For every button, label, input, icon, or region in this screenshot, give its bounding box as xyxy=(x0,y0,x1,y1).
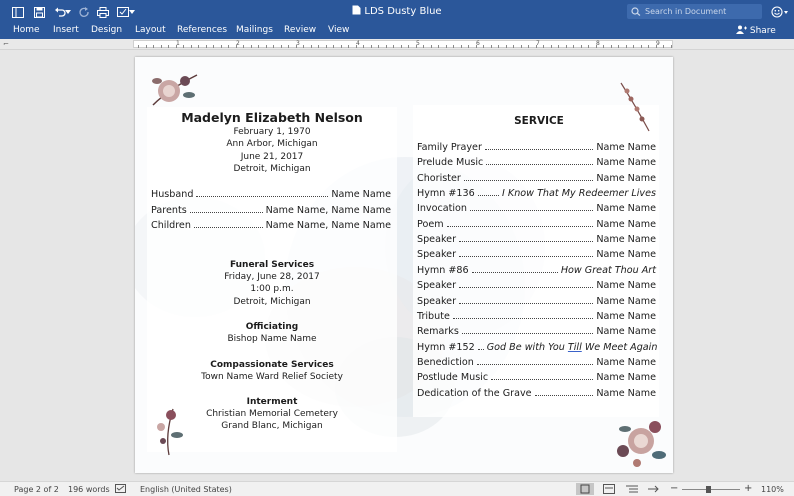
leader-dots xyxy=(459,303,593,304)
ruler-number: 8 xyxy=(596,40,600,47)
interment-city: Grand Blanc, Michigan xyxy=(221,421,323,431)
ruler-tick xyxy=(603,45,604,48)
service-row xyxy=(417,280,656,291)
leader-dots xyxy=(477,364,593,365)
outline-view-icon[interactable] xyxy=(626,484,638,496)
leader-dots xyxy=(190,212,263,213)
ruler-tick xyxy=(483,45,484,48)
ruler-tick xyxy=(228,45,229,48)
service-title: SERVICE xyxy=(514,115,564,127)
hymn-title: I Know That My Redeemer Lives xyxy=(502,188,656,200)
ruler-tick xyxy=(221,45,222,48)
birth-place: Ann Arbor, Michigan xyxy=(226,139,318,149)
ruler-tick xyxy=(641,45,642,48)
floral-corner-bottom-right-icon xyxy=(611,413,669,471)
leader-dots xyxy=(478,195,499,196)
print-icon[interactable] xyxy=(95,4,111,20)
ruler-tick xyxy=(476,45,477,48)
service-row xyxy=(417,388,656,399)
hymn-title-underlined-word: Till xyxy=(567,341,582,353)
service-row xyxy=(417,326,656,337)
service-value: Name Name xyxy=(596,310,656,322)
birth-date: February 1, 1970 xyxy=(233,127,311,137)
ruler-tick xyxy=(303,45,304,48)
death-place: Detroit, Michigan xyxy=(233,164,311,174)
death-date: June 21, 2017 xyxy=(240,152,304,162)
floral-corner-top-left-icon xyxy=(149,69,201,109)
ruler-tick xyxy=(596,45,597,48)
ruler-tick xyxy=(356,45,357,48)
family-row-husband xyxy=(151,189,391,200)
ruler-tick xyxy=(198,45,199,48)
ruler-tick xyxy=(416,45,417,48)
ruler-number: 4 xyxy=(356,40,360,47)
document-icon xyxy=(352,5,361,15)
ruler-tick xyxy=(318,45,319,48)
tab-design[interactable]: Design xyxy=(91,25,123,35)
interment-heading: Interment xyxy=(246,397,298,407)
ruler-tick xyxy=(551,45,552,48)
service-value: Name Name xyxy=(596,172,656,184)
ribbon-tabs xyxy=(0,24,794,39)
horizontal-ruler[interactable] xyxy=(133,40,673,48)
ruler-tick xyxy=(543,45,544,48)
ruler-tick xyxy=(386,45,387,48)
leader-dots xyxy=(472,272,558,273)
document-title-text: LDS Dusty Blue xyxy=(364,6,442,17)
service-value: Name Name xyxy=(596,280,656,292)
service-row xyxy=(417,173,656,184)
service-label: Tribute xyxy=(417,310,450,322)
ruler-tick xyxy=(266,45,267,48)
ruler-tick xyxy=(656,45,657,48)
add-person-icon xyxy=(736,25,747,34)
leader-dots xyxy=(486,164,593,165)
proofing-icon[interactable] xyxy=(115,484,126,495)
search-placeholder: Search in Document xyxy=(645,7,727,16)
ruler-tick xyxy=(588,45,589,48)
service-value: Name Name xyxy=(596,157,656,169)
word-count[interactable]: 196 words xyxy=(68,485,110,494)
ruler-tick xyxy=(206,45,207,48)
service-label: Benediction xyxy=(417,356,474,368)
service-row xyxy=(417,372,656,383)
ruler-tick xyxy=(431,45,432,48)
zoom-level[interactable]: 110% xyxy=(761,485,784,494)
service-row xyxy=(417,296,656,307)
ruler-tick xyxy=(326,45,327,48)
ruler-tick xyxy=(393,45,394,48)
leader-dots xyxy=(453,318,593,319)
ruler-tick xyxy=(536,45,537,48)
ruler-tick xyxy=(401,45,402,48)
zoom-slider-thumb[interactable] xyxy=(706,486,711,493)
service-row xyxy=(417,342,656,353)
redo-icon[interactable] xyxy=(76,4,92,20)
ruler-tick xyxy=(438,45,439,48)
ruler-tick xyxy=(251,45,252,48)
service-value: Name Name xyxy=(596,387,656,399)
leader-dots xyxy=(194,227,263,228)
hymn-title: How Great Thou Art xyxy=(560,264,656,276)
zoom-out-button[interactable]: − xyxy=(670,483,679,494)
tab-mailings[interactable]: Mailings xyxy=(236,25,273,35)
ruler-tick xyxy=(258,45,259,48)
ruler-tick xyxy=(183,45,184,48)
ruler-tick xyxy=(191,45,192,48)
title-bar xyxy=(0,0,794,24)
document-canvas xyxy=(0,50,794,481)
ruler-tick xyxy=(341,45,342,48)
ruler-tick xyxy=(371,45,372,48)
service-value: Name Name xyxy=(596,372,656,384)
deceased-name: Madelyn Elizabeth Nelson xyxy=(181,110,363,125)
service-row xyxy=(417,311,656,322)
ruler-number: 7 xyxy=(536,40,540,47)
share-label: Share xyxy=(749,26,776,36)
web-layout-view-icon[interactable] xyxy=(603,484,615,496)
family-value: Name Name, Name Name xyxy=(265,205,391,216)
ruler-tick xyxy=(243,45,244,48)
ruler-number: 2 xyxy=(236,40,240,47)
leader-dots xyxy=(196,196,328,197)
ruler-tick xyxy=(498,45,499,48)
service-label: Family Prayer xyxy=(417,142,482,153)
ruler-tick xyxy=(671,45,672,48)
ruler-tick xyxy=(446,45,447,48)
service-value: Name Name xyxy=(596,356,656,368)
hymn-title-part: We Meet Again xyxy=(581,341,658,353)
tab-insert[interactable]: Insert xyxy=(53,25,79,35)
ruler-number: 3 xyxy=(296,40,300,47)
feedback-smiley-icon[interactable] xyxy=(770,4,790,20)
ruler-number: 6 xyxy=(476,40,480,47)
ruler-tick xyxy=(288,45,289,48)
ruler-tick xyxy=(161,45,162,48)
leader-dots xyxy=(491,379,593,380)
ruler-tick xyxy=(296,45,297,48)
ruler-tick xyxy=(453,45,454,48)
service-label: Speaker xyxy=(417,295,457,307)
leader-dots xyxy=(485,149,593,150)
service-label: Hymn #152 xyxy=(417,341,475,353)
search-input[interactable] xyxy=(627,4,762,19)
ruler-number: 9 xyxy=(656,40,660,47)
zoom-in-button[interactable]: + xyxy=(744,483,753,494)
ruler-number: 5 xyxy=(416,40,420,47)
service-label: Dedication of the Grave xyxy=(417,387,532,399)
ruler-tick xyxy=(573,45,574,48)
hymn-title xyxy=(487,342,658,353)
service-row xyxy=(417,265,656,276)
ruler-tick xyxy=(363,45,364,48)
undo-dropdown-icon[interactable] xyxy=(64,4,72,20)
family-label: Husband xyxy=(151,189,194,200)
leader-dots xyxy=(447,226,594,227)
service-label: Prelude Music xyxy=(417,157,484,169)
service-row xyxy=(417,157,656,168)
tab-home[interactable]: Home xyxy=(13,25,40,35)
ruler-number: 1 xyxy=(176,40,180,47)
search-icon xyxy=(631,7,641,16)
tab-stop-selector-icon[interactable]: ⌐ xyxy=(3,40,9,48)
page-count[interactable]: Page 2 of 2 xyxy=(14,485,59,494)
service-row xyxy=(417,234,656,245)
leader-dots xyxy=(459,287,593,288)
service-label: Chorister xyxy=(417,172,461,184)
floral-sprig-top-right-icon xyxy=(617,81,653,133)
service-value: Name Name xyxy=(596,218,656,230)
ruler-tick xyxy=(566,45,567,48)
family-row-children xyxy=(151,220,391,231)
ruler-tick xyxy=(491,45,492,48)
ruler-tick xyxy=(468,45,469,48)
ruler-tick xyxy=(408,45,409,48)
ruler-tick xyxy=(611,45,612,48)
service-label: Hymn #136 xyxy=(417,188,475,200)
ruler-tick xyxy=(648,45,649,48)
ruler-tick xyxy=(513,45,514,48)
service-label: Speaker xyxy=(417,234,457,246)
tab-review[interactable]: Review xyxy=(284,25,317,35)
hymn-title-part: God Be with You xyxy=(486,341,568,353)
ruler-tick xyxy=(311,45,312,48)
ruler-tick xyxy=(528,45,529,48)
leader-dots xyxy=(535,395,594,396)
service-value: Name Name xyxy=(596,326,656,338)
service-label: Postlude Music xyxy=(417,372,489,384)
officiating-heading: Officiating xyxy=(245,322,299,332)
ruler-tick xyxy=(348,45,349,48)
family-row-parents xyxy=(151,205,391,216)
service-row xyxy=(417,357,656,368)
family-value: Name Name, Name Name xyxy=(265,220,391,231)
leader-dots xyxy=(464,180,593,181)
status-bar xyxy=(0,481,794,496)
service-label: Hymn #86 xyxy=(417,264,469,276)
service-value: Name Name xyxy=(596,234,656,246)
service-value: Name Name xyxy=(596,295,656,307)
ruler-tick xyxy=(581,45,582,48)
service-row xyxy=(417,249,656,260)
service-row xyxy=(417,188,656,199)
ruler-tick xyxy=(281,45,282,48)
sidebar-toggle-icon[interactable] xyxy=(10,4,26,20)
toolbar-more-icon[interactable] xyxy=(128,4,136,20)
ruler-tick xyxy=(633,45,634,48)
ruler-tick xyxy=(146,45,147,48)
ruler-tick xyxy=(663,45,664,48)
service-label: Invocation xyxy=(417,203,467,215)
funeral-place: Detroit, Michigan xyxy=(233,297,311,307)
service-value: Name Name xyxy=(596,249,656,261)
save-icon[interactable] xyxy=(31,4,47,20)
ruler-tick xyxy=(138,45,139,48)
funeral-time: 1:00 p.m. xyxy=(250,284,294,294)
print-layout-view-icon[interactable] xyxy=(576,483,594,495)
tab-references[interactable]: References xyxy=(177,25,228,35)
ruler-tick xyxy=(378,45,379,48)
ruler-bar xyxy=(0,39,794,50)
document-page[interactable] xyxy=(135,57,673,473)
focus-view-icon[interactable] xyxy=(647,484,659,496)
tab-layout[interactable]: Layout xyxy=(135,25,166,35)
language[interactable]: English (United States) xyxy=(140,485,232,494)
ruler-tick xyxy=(236,45,237,48)
service-value: Name Name xyxy=(596,142,656,153)
leader-dots xyxy=(462,333,593,334)
ruler-tick xyxy=(626,45,627,48)
funeral-date: Friday, June 28, 2017 xyxy=(224,272,320,282)
service-row xyxy=(417,219,656,230)
leader-dots xyxy=(459,241,593,242)
service-label: Poem xyxy=(417,218,444,230)
ruler-tick xyxy=(618,45,619,48)
ruler-tick xyxy=(558,45,559,48)
ruler-tick xyxy=(273,45,274,48)
service-row xyxy=(417,142,656,153)
service-row xyxy=(417,203,656,214)
ruler-tick xyxy=(506,45,507,48)
interment-place: Christian Memorial Cemetery xyxy=(206,409,338,419)
service-value: Name Name xyxy=(596,203,656,215)
ruler-tick xyxy=(153,45,154,48)
service-label: Remarks xyxy=(417,326,459,338)
ruler-tick xyxy=(423,45,424,48)
service-label: Speaker xyxy=(417,249,457,261)
compassionate-heading: Compassionate Services xyxy=(210,360,334,370)
leader-dots xyxy=(459,256,593,257)
ruler-tick xyxy=(461,45,462,48)
share-button[interactable] xyxy=(736,25,776,36)
service-label: Speaker xyxy=(417,280,457,292)
leader-dots xyxy=(470,210,593,211)
compassionate-name: Town Name Ward Relief Society xyxy=(201,372,343,382)
tab-view[interactable]: View xyxy=(328,25,350,35)
officiating-name: Bishop Name Name xyxy=(227,334,317,344)
ruler-tick xyxy=(168,45,169,48)
ruler-tick xyxy=(333,45,334,48)
family-label: Children xyxy=(151,220,191,231)
leader-dots xyxy=(478,349,484,350)
family-value: Name Name xyxy=(331,189,391,200)
ruler-tick xyxy=(213,45,214,48)
ruler-tick xyxy=(521,45,522,48)
funeral-heading: Funeral Services xyxy=(229,260,315,270)
family-label: Parents xyxy=(151,205,187,216)
ruler-tick xyxy=(176,45,177,48)
zoom-slider-track[interactable] xyxy=(682,489,740,490)
